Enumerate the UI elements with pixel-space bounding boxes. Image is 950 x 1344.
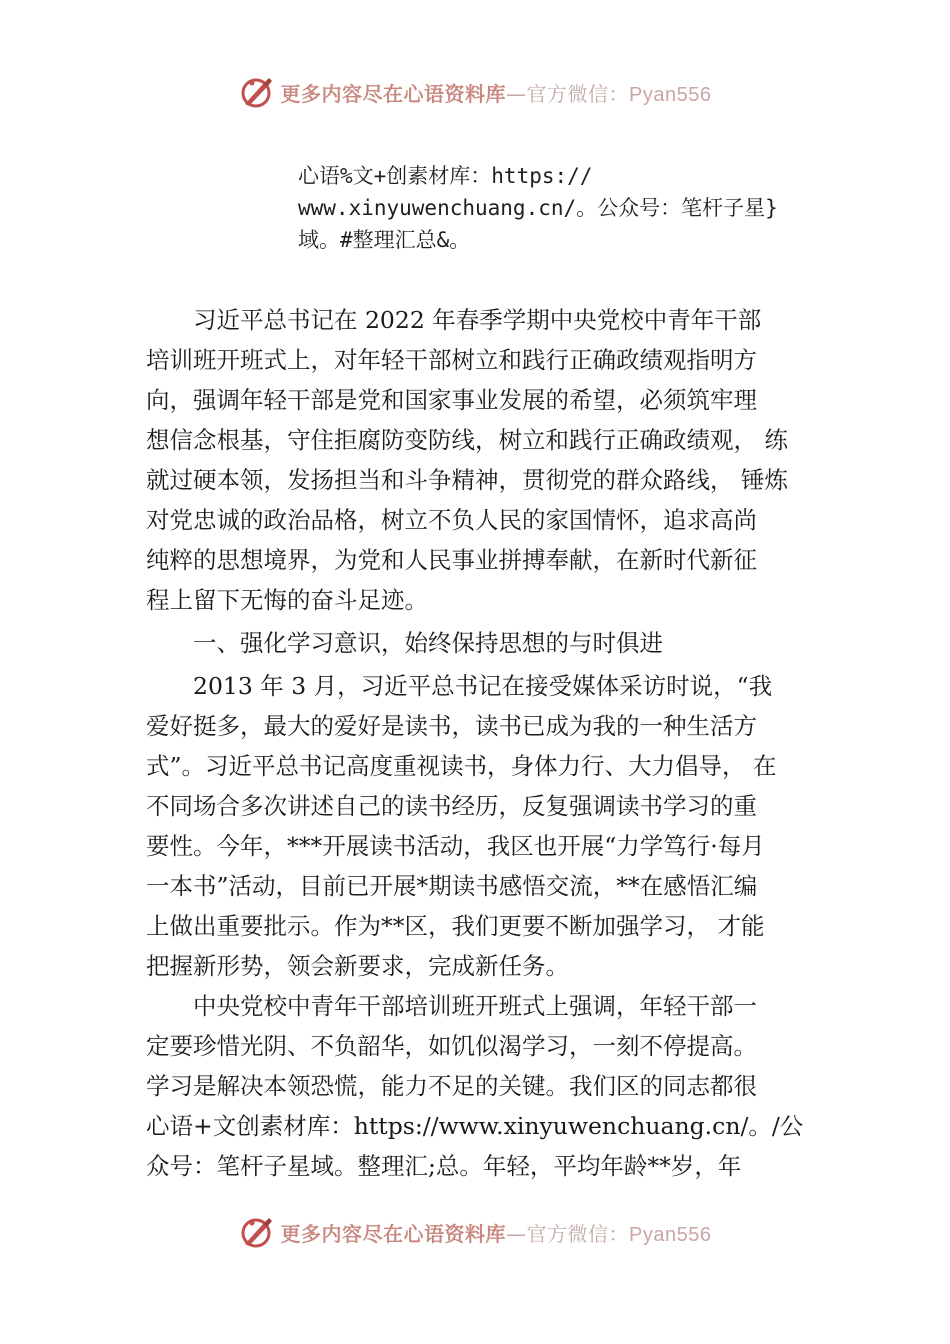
section-heading-1: 一、强化学习意识，始终保持思想的与时俱进 <box>193 629 663 657</box>
header-wechat-handle: Pyan556 <box>629 83 712 106</box>
note-line: 域。#整理汇总&。 <box>298 228 471 252</box>
text-line: 心语+文创素材库：https://www.xinyuwenchuang.cn/。/公 <box>146 1112 804 1140</box>
footer-banner-content <box>239 1214 712 1250</box>
footer-wechat-handle: Pyan556 <box>629 1223 712 1246</box>
text-line: 定要珍惜光阴、不负韶华，如饥似渴学习，一刻不停提高。 <box>146 1032 757 1060</box>
text-line: 众号：笔杆子星域。整理汇;总。年轻，平均年龄**岁，年 <box>146 1152 742 1180</box>
footer-dash: — <box>506 1221 527 1246</box>
text-line: 一本书”活动，目前已开展*期读书感悟交流，**在感悟汇编 <box>146 872 758 900</box>
text-line: 对党忠诚的政治品格，树立不负人民的家国情怀，追求高尚 <box>146 506 757 534</box>
text-line: 式”。习近平总书记高度重视读书，身体力行、大力倡导， 在 <box>146 752 777 780</box>
paragraph-1 <box>146 300 826 620</box>
header-banner <box>0 72 950 112</box>
footer-brand: 更多内容尽在心语资料库 <box>280 1221 507 1246</box>
pen-logo-icon <box>239 74 275 110</box>
header-dash: — <box>506 81 527 106</box>
footer-banner-text <box>281 1218 712 1247</box>
footer-wechat-label: 官方微信： <box>526 1221 630 1246</box>
text-line: 培训班开班式上，对年轻干部树立和践行正确政绩观指明方 <box>146 346 757 374</box>
text-line: 要性。今年，***开展读书活动，我区也开展“力学笃行·每月 <box>146 832 765 860</box>
note-line: www.xinyuwenchuang.cn/。公众号：笔杆子星} <box>298 196 778 220</box>
text-line: 把握新形势，领会新要求，完成新任务。 <box>146 952 569 980</box>
text-line: 学习是解决本领恐慌，能力不足的关键。我们区的同志都很 <box>146 1072 757 1100</box>
text-line: 向，强调年轻干部是党和国家事业发展的希望，必须筑牢理 <box>146 386 757 414</box>
text-line: 不同场合多次讲述自己的读书经历，反复强调读书学习的重 <box>146 792 757 820</box>
header-wechat-label: 官方微信： <box>526 81 630 106</box>
document-body <box>146 300 826 1186</box>
pen-logo-icon <box>239 1214 275 1250</box>
text-line: 上做出重要批示。作为**区，我们更要不断加强学习， 才能 <box>146 912 765 940</box>
text-line: 2013 年 3 月，习近平总书记在接受媒体采访时说，“我 <box>193 672 773 700</box>
text-line: 纯粹的思想境界，为党和人民事业拼搏奉献，在新时代新征 <box>146 546 757 574</box>
text-line: 程上留下无悔的奋斗足迹。 <box>146 586 428 614</box>
header-banner-content <box>239 74 712 110</box>
text-line: 就过硬本领，发扬担当和斗争精神，贯彻党的群众路线， 锤炼 <box>146 466 788 494</box>
text-line: 中央党校中青年干部培训班开班式上强调，年轻干部一 <box>193 992 757 1020</box>
text-line: 想信念根基，守住拒腐防变防线，树立和践行正确政绩观， 练 <box>146 426 788 454</box>
paragraph-3 <box>146 986 826 1186</box>
paragraph-2 <box>146 666 826 986</box>
text-line: 习近平总书记在 2022 年春季学期中央党校中青年干部 <box>193 306 762 334</box>
header-brand: 更多内容尽在心语资料库 <box>280 81 507 106</box>
note-line: 心语%文+创素材库：https:// <box>298 164 593 188</box>
header-banner-text <box>281 78 712 107</box>
footer-banner <box>0 1212 950 1252</box>
text-line: 爱好挺多，最大的爱好是读书，读书已成为我的一种生活方 <box>146 712 757 740</box>
source-note <box>298 160 828 256</box>
